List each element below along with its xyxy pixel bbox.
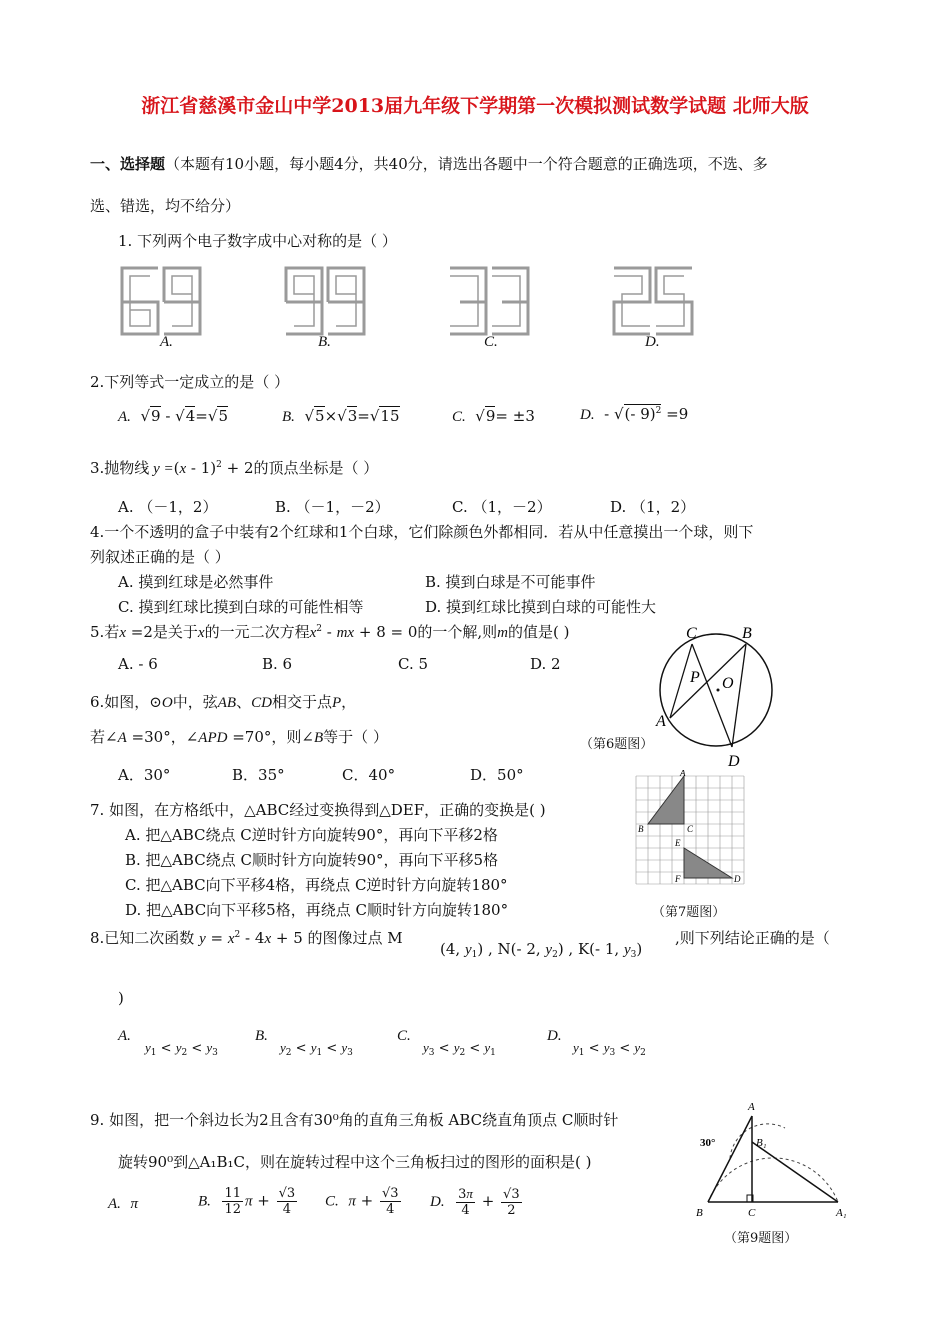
q1-digit-figures [110, 262, 720, 352]
q8-points: (4, $y_1$) , N(- 2, $y_2$) , K(- 1, $y_3$) [440, 940, 643, 960]
q7-label-f: F [675, 874, 681, 884]
q9-option-b: B. $\frac{11}{12}$ π + $\frac{√3}{4}$ [198, 1186, 296, 1217]
q7-label-b: B [638, 824, 644, 834]
q9-triangle-figure [690, 1098, 855, 1223]
q8-option-c: $y_3 < y_2 < y_1$ [423, 1040, 496, 1058]
q6-label-c: C [686, 625, 697, 642]
q7-option-a: A. 把△ABC绕点 C逆时针方向旋转90°，再向下平移2格 [125, 826, 498, 844]
q6-option-d: D．50° [470, 766, 524, 784]
q1-label-c: C. [484, 334, 498, 350]
q8-label-a: A. [118, 1028, 131, 1044]
q9-label-a1: A₁ [836, 1207, 847, 1219]
q3-option-d: D. （1，2） [610, 498, 696, 516]
q7-option-c: C. 把△ABC向下平移4格，再绕点 C逆时针方向旋转180° [125, 876, 508, 894]
q7-stem: 7. 如图，在方格纸中，△ABC经过变换得到△DEF，正确的变换是( ) [90, 801, 546, 819]
q6-label-d: D [728, 753, 740, 770]
q4-option-d: D. 摸到红球比摸到白球的可能性大 [425, 598, 657, 616]
q2-option-b: B. √5×√3=√15 [282, 407, 400, 425]
q7-label-d: D [734, 874, 741, 884]
q6-option-a: A．30° [118, 766, 171, 784]
q7-label-c: C [687, 824, 694, 834]
q8-stem: 8.已知二次函数 $y = x^2 - 4x + 5$ 的图像过点 M [90, 929, 403, 947]
q8-stem-post: ,则下列结论正确的是（ [675, 929, 830, 947]
q3-option-a: A. （－1，2） [118, 498, 218, 516]
digits-33 [450, 268, 528, 334]
digits-25 [614, 268, 692, 334]
section-heading: 一、选择题 [90, 155, 166, 173]
q8-label-c: C. [397, 1028, 411, 1044]
q1-label-d: D. [645, 334, 660, 350]
q9-label-b: B [696, 1207, 703, 1219]
digits-99 [286, 268, 364, 334]
q8-label-b: B. [255, 1028, 268, 1044]
q4-line2: 列叙述正确的是（ ） [90, 548, 230, 566]
q4-line1: 4.一个不透明的盒子中装有2个红球和1个白球，它们除颜色外都相同．若从中任意摸出一个球，则下 [90, 523, 754, 541]
q7-grid-figure [630, 770, 750, 890]
q6-line1: 6.如图，⊙O中，弦AB、CD相交于点P， [90, 693, 357, 711]
q6-label-a: A [656, 713, 666, 730]
q6-label-p: P [690, 669, 700, 686]
q5-option-a: A. - 6 [118, 655, 158, 673]
digits-69 [122, 268, 200, 334]
q5-option-c: C. 5 [398, 655, 429, 673]
q2-option-c: C. √9= ±3 [452, 407, 535, 425]
q7-option-d: D. 把△ABC向下平移5格，再绕点 C顺时针方向旋转180° [125, 901, 509, 919]
q6-label-b: B [742, 625, 752, 642]
q8-line2: ) [118, 989, 124, 1007]
section-heading-row [90, 153, 768, 174]
q9-option-c: C. π + $\frac{√3}{4}$ [325, 1186, 399, 1217]
q1-label-a: A. [160, 334, 173, 350]
q9-option-a: A. π [108, 1196, 138, 1212]
q6-line2: 若∠A =30°，∠APD =70°，则∠B等于（ ） [90, 728, 388, 746]
q8-label-d: D. [547, 1028, 562, 1044]
section-instructions: （本题有10小题，每小题4分，共40分，请选出各题中一个符合题意的正确选项，不选、多 [165, 155, 768, 173]
q1-stem: 1. 下列两个电子数字成中心对称的是（ ） [118, 232, 397, 250]
q4-option-c: C. 摸到红球比摸到白球的可能性相等 [118, 598, 364, 616]
q9-label-b1: B₁ [756, 1137, 767, 1149]
q5-option-b: B. 6 [262, 655, 293, 673]
q3-option-b: B. （－1，－2） [275, 498, 390, 516]
q6-circle-figure [650, 620, 780, 770]
q9-line2: 旋转90⁰到△A₁B₁C，则在旋转过程中这个三角板扫过的图形的面积是( ) [118, 1153, 592, 1171]
q7-caption: （第7题图） [652, 905, 726, 920]
q4-option-b: B. 摸到白球是不可能事件 [425, 573, 596, 591]
q8-option-b: $y_2 < y_1 < y_3$ [280, 1040, 353, 1058]
q3-stem: 3.抛物线 y =(x - 1)$^2$ + 2的顶点坐标是（ ） [90, 459, 379, 477]
q6-option-b: B．35° [232, 766, 285, 784]
q6-caption: （第6题图） [580, 737, 654, 752]
q8-option-a: $y_1 < y_2 < y_3$ [145, 1040, 218, 1058]
q9-line1: 9. 如图，把一个斜边长为2且含有30⁰角的直角三角板 ABC绕直角顶点 C顺时针 [90, 1111, 619, 1129]
q2-option-a: A. √9 - √4=√5 [118, 407, 228, 425]
q3-option-c: C. （1，－2） [452, 498, 552, 516]
q9-option-d: D. $\frac{3\pi}{4}$ + $\frac{√3}{2}$ [430, 1186, 520, 1218]
q9-caption: （第9题图） [724, 1231, 798, 1246]
q9-label-a: A [748, 1101, 755, 1113]
q9-label-c: C [748, 1207, 756, 1219]
q5-option-d: D. 2 [530, 655, 561, 673]
q7-label-a: A [680, 770, 686, 778]
q2-option-d: D. - √(- 9)$^2$ =9 [580, 405, 689, 423]
q4-option-a: A. 摸到红球是必然事件 [118, 573, 274, 591]
section-instructions-2: 选、错选，均不给分） [90, 197, 241, 215]
q7-option-b: B. 把△ABC绕点 C顺时针方向旋转90°，再向下平移5格 [125, 851, 499, 869]
q6-label-o: O [722, 675, 734, 692]
q6-option-c: C．40° [342, 766, 396, 784]
q7-label-e: E [675, 838, 681, 848]
q5-stem: 5.若x =2是关于x的一元二次方程$x^2$ - mx + 8 = 0的一个解,则m的值是( ) [90, 623, 570, 641]
q9-label-30: 30° [700, 1137, 716, 1149]
q2-stem: 2.下列等式一定成立的是（ ） [90, 373, 290, 391]
q8-option-d: $y_1 < y_3 < y_2$ [573, 1040, 646, 1058]
page-title: 浙江省慈溪市金山中学2013届九年级下学期第一次模拟测试数学试题 北师大版 [141, 95, 809, 117]
q1-label-b: B. [318, 334, 331, 350]
